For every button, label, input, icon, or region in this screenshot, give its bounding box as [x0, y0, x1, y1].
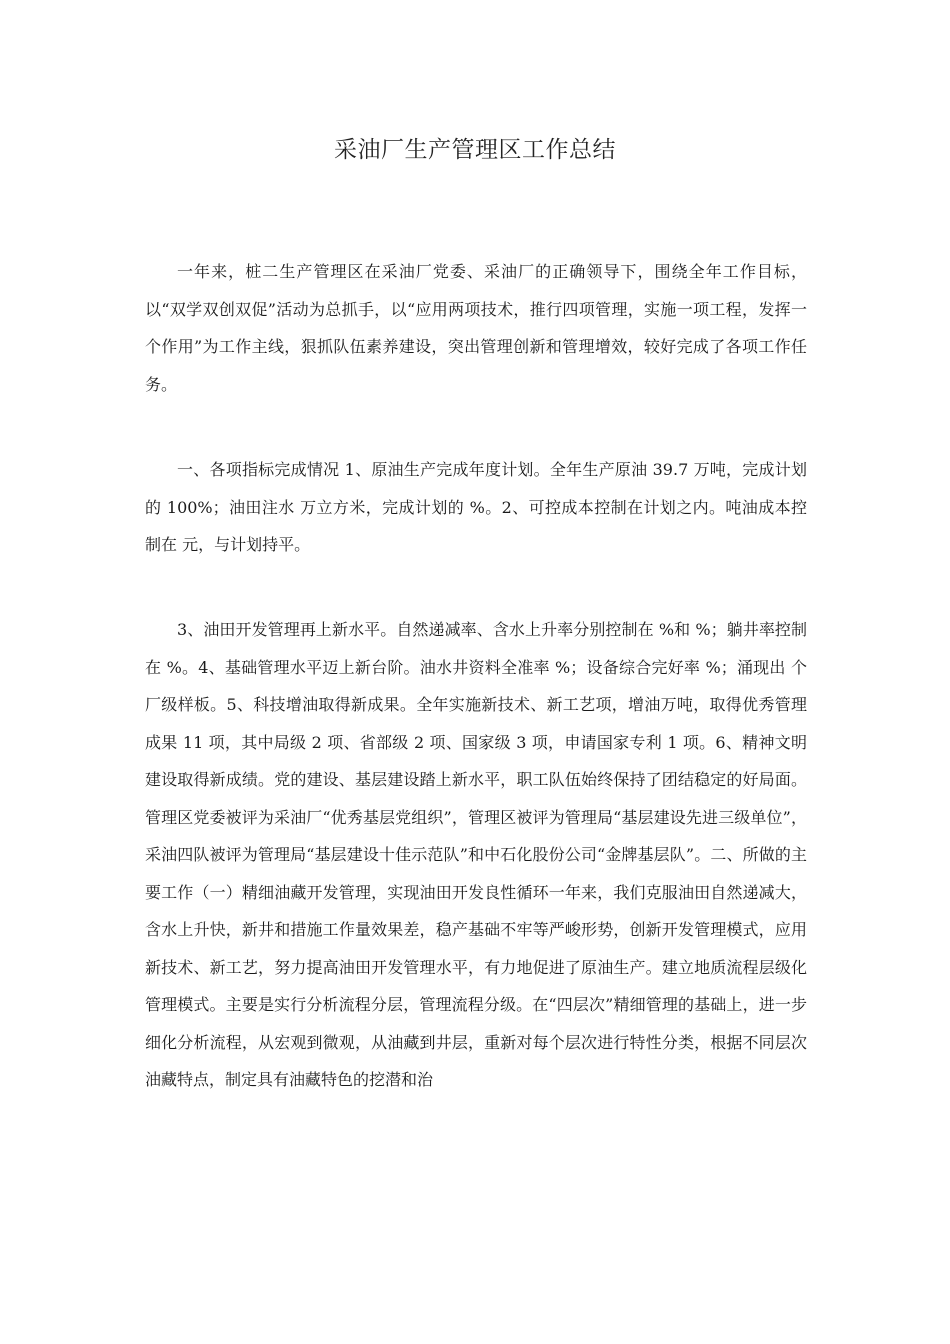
document-title: 采油厂生产管理区工作总结 — [334, 137, 616, 163]
paragraph-indicators: 一、各项指标完成情况 1、原油生产完成年度计划。全年生产原油 39.7 万吨，完成计划的 100%；油田注水 万立方米，完成计划的 %。2、可控成本控制在计划之内。吨油成本控制在 元，与计划持平。 — [145, 460, 807, 554]
paragraph-main-work: 3、油田开发管理再上新水平。自然递减率、含水上升率分别控制在 %和 %；躺井率控制在 %。4、基础管理水平迈上新台阶。油水井资料全准率 %；设备综合完好率 %；涌现出 个厂级样板。5、科技增油取得新成果。全年实施新技术、新工艺项，增油万吨，取得优秀管理成果 11 项，其中局级 2 项、省部级 2 项、国家级 3 项，申请国家专利 1 项。6、精神文明建设取得新成绩。党的建设、基层建设踏上新水平，职工队伍始终保持了团结稳定的好局面。管理区党委被评为采油厂“优秀基层党组织”，管理区被评为管理局“基层建设先进三级单位”，采油四队被评为管理局“基层建设十佳示范队”和中石化股份公司“金牌基层队”。二、所做的主要工作（一）精细油藏开发管理，实现油田开发良性循环一年来，我们克服油田自然递减大，含水上升快，新井和措施工作量效果差，稳产基础不牢等严峻形势，创新开发管理模式，应用新技术、新工艺，努力提高油田开发管理水平，有力地促进了原油生产。建立地质流程层级化管理模式。主要是实行分析流程分层，管理流程分级。在“四层次”精细管理的基础上，进一步细化分析流程，从宏观到微观，从油藏到井层，重新对每个层次进行特性分类，根据不同层次油藏特点，制定具有油藏特色的挖潜和治 — [145, 620, 807, 1089]
paragraph-intro: 一年来，桩二生产管理区在采油厂党委、采油厂的正确领导下，围绕全年工作目标，以“双学双创双促”活动为总抓手，以“应用两项技术，推行四项管理，实施一项工程，发挥一个作用”为工作主线，狠抓队伍素养建设，突出管理创新和管理增效，较好完成了各项工作任务。 — [145, 262, 807, 394]
